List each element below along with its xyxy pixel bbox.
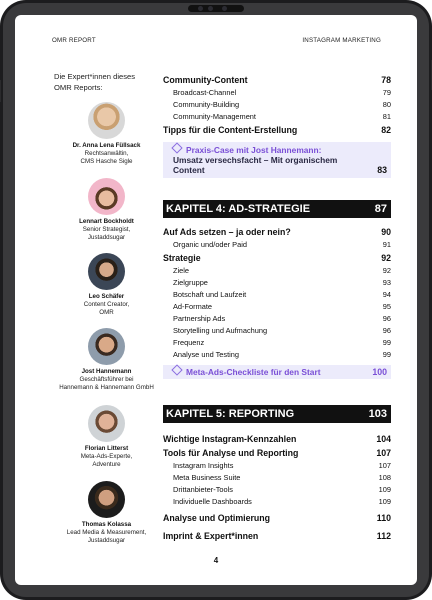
- toc-entry[interactable]: Ad-Formate 95: [173, 302, 391, 311]
- author-card: [54, 405, 159, 468]
- toc-entry[interactable]: Instagram Insights 107: [173, 461, 391, 470]
- toc-entry[interactable]: Community-Building 80: [173, 100, 391, 109]
- toc-entry[interactable]: Wichtige Instagram-Kennzahlen 104: [163, 434, 391, 444]
- author-avatar: [88, 253, 125, 290]
- volume-button: [0, 80, 1, 102]
- toc-entry[interactable]: Frequenz 99: [173, 338, 391, 347]
- toc-section-reporting: [163, 432, 391, 543]
- page-number: 4: [213, 556, 219, 565]
- toc-entry[interactable]: Imprint & Expert*innen 112: [163, 531, 391, 541]
- toc-entry[interactable]: Broadcast-Channel 79: [173, 88, 391, 97]
- header-right: INSTAGRAM MARKETING: [302, 37, 381, 44]
- toc-entry[interactable]: Meta Business Suite 108: [173, 473, 391, 482]
- toc-entry[interactable]: Community-Management 81: [173, 112, 391, 121]
- author-company: Adventure: [92, 460, 121, 468]
- author-avatar: [88, 481, 125, 518]
- author-company: Justaddsugar: [87, 233, 126, 241]
- author-avatar: [88, 102, 125, 139]
- toc-entry[interactable]: Botschaft und Laufzeit 94: [173, 290, 391, 299]
- toc-entry[interactable]: Strategie 92: [163, 253, 391, 263]
- author-role: Lead Media & Measurement,: [66, 529, 147, 536]
- toc-section-ads: [163, 225, 391, 361]
- toc-entry[interactable]: Auf Ads setzen – ja oder nein? 90: [163, 227, 391, 237]
- toc-entry[interactable]: Ziele 92: [173, 266, 391, 275]
- author-card: [54, 253, 159, 316]
- toc-entry[interactable]: Tipps für die Content-Erstellung 82: [163, 125, 391, 135]
- toc-section-content: [163, 73, 391, 137]
- diamond-icon: [171, 364, 182, 375]
- document-page[interactable]: [15, 15, 417, 585]
- author-name: Thomas Kolassa: [81, 521, 132, 528]
- author-company: Justaddsugar: [87, 536, 126, 544]
- author-avatar: [88, 405, 125, 442]
- author-company: Hannemann & Hannemann GmbH: [59, 383, 154, 391]
- author-card: [54, 102, 159, 165]
- author-name: Lennart Bockholdt: [79, 218, 134, 225]
- author-role: Senior Strategist,: [82, 226, 131, 233]
- toc-entry[interactable]: Partnership Ads 96: [173, 314, 391, 323]
- author-avatar: [88, 178, 125, 215]
- author-name: Florian Litterst: [84, 445, 129, 452]
- author-company: CMS Hasche Sigle: [80, 157, 133, 165]
- toc-entry[interactable]: Organic und/oder Paid 91: [173, 240, 391, 249]
- author-card: [54, 178, 159, 241]
- chapter-heading[interactable]: KAPITEL 5: REPORTING 103: [163, 405, 391, 423]
- experts-intro: Die Expert*innen dieses OMR Reports:: [54, 72, 136, 92]
- author-card: [54, 328, 159, 391]
- author-company: OMR: [99, 308, 114, 316]
- author-role: Content Creator,: [83, 301, 130, 308]
- author-role: Rechtsanwältin,: [84, 150, 129, 157]
- author-avatar: [88, 328, 125, 365]
- toc-entry[interactable]: Zielgruppe 93: [173, 278, 391, 287]
- chapter-heading[interactable]: KAPITEL 4: AD-STRATEGIE 87: [163, 200, 391, 218]
- toc-entry[interactable]: Storytelling und Aufmachung 96: [173, 326, 391, 335]
- toc-entry[interactable]: Community-Content 78: [163, 75, 391, 85]
- author-card: [54, 481, 159, 544]
- author-name: Leo Schäfer: [88, 293, 125, 300]
- praxis-case-entry[interactable]: Praxis-Case mit Jost Hannemann: Umsatz versechsfacht – Mit organischem Content 83: [163, 142, 391, 178]
- toc-entry[interactable]: Drittanbieter-Tools 109: [173, 485, 391, 494]
- camera-bar: [188, 5, 244, 12]
- author-name: Dr. Anna Lena Füllsack: [72, 142, 141, 149]
- toc-entry[interactable]: Analyse und Testing 99: [173, 350, 391, 359]
- checklist-entry[interactable]: Meta-Ads-Checkliste für den Start 100: [163, 365, 391, 379]
- toc-entry[interactable]: Analyse und Optimierung 110: [163, 513, 391, 523]
- author-name: Jost Hannemann: [81, 368, 132, 375]
- author-role: Meta-Ads-Experte,: [80, 453, 133, 460]
- diamond-icon: [171, 142, 182, 153]
- header-left: OMR REPORT: [52, 37, 96, 44]
- toc-entry[interactable]: Individuelle Dashboards 109: [173, 497, 391, 506]
- toc-entry[interactable]: Tools für Analyse und Reporting 107: [163, 448, 391, 458]
- author-role: Geschäftsführer bei: [79, 376, 134, 383]
